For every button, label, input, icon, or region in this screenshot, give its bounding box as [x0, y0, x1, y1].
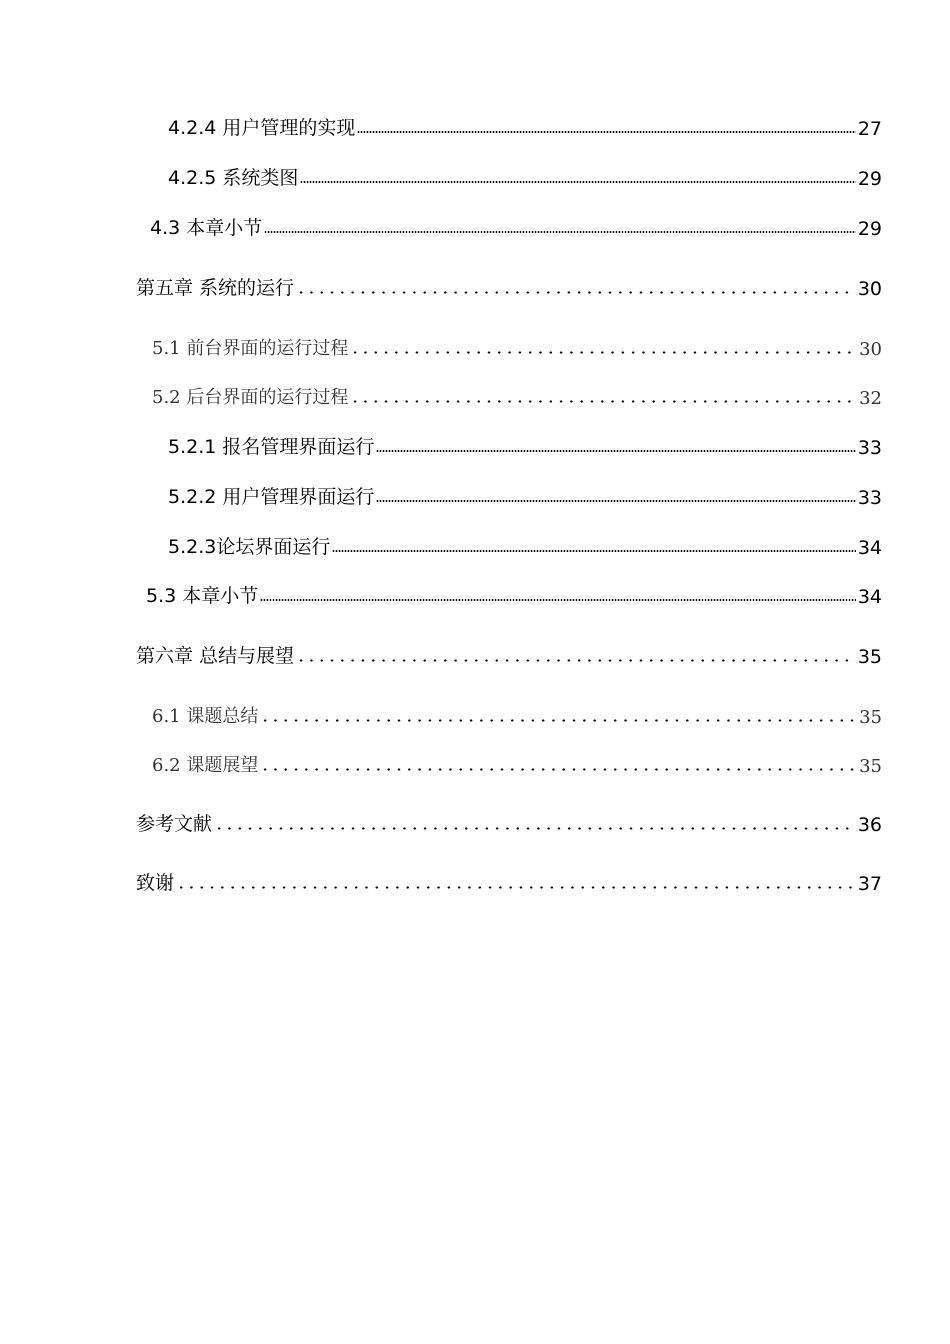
dot-leader [296, 291, 856, 294]
toc-entry[interactable] [152, 330, 882, 360]
toc-entry[interactable] [168, 479, 882, 509]
toc-entry[interactable] [168, 429, 882, 459]
dot-leader [376, 500, 855, 502]
toc-entry-page: 30 [859, 339, 882, 360]
toc-entry[interactable] [152, 379, 882, 409]
toc-entry-label: 5.1 前台界面的运行过程 [152, 338, 349, 359]
toc-entry-page: 33 [857, 437, 882, 459]
toc-entry[interactable] [168, 529, 882, 559]
toc-entry[interactable] [152, 698, 882, 728]
dot-leader [264, 231, 856, 233]
toc-entry-label: 4.2.4 用户管理的实现 [168, 117, 356, 139]
toc-entry[interactable] [150, 210, 882, 240]
toc-entry-page: 35 [859, 756, 882, 777]
toc-entry-page: 35 [857, 646, 882, 668]
dot-leader [176, 886, 856, 889]
toc-entry[interactable] [168, 160, 882, 190]
toc-entry-page: 29 [857, 168, 882, 190]
toc-entry-page: 29 [857, 218, 882, 240]
toc-entry-label: 4.2.5 系统类图 [168, 167, 299, 189]
toc-entry-label: 第五章 系统的运行 [136, 277, 295, 299]
toc-entry-page: 33 [857, 487, 882, 509]
toc-entry-label: 致谢 [136, 872, 175, 894]
toc-entry[interactable] [136, 865, 882, 895]
toc-entry-label: 5.2 后台界面的运行过程 [152, 387, 349, 408]
toc-entry-label: 参考文献 [136, 813, 213, 835]
dot-leader [376, 450, 855, 452]
dot-leader [300, 181, 855, 183]
toc-entry[interactable] [146, 578, 882, 608]
toc-entry-label: 6.1 课题总结 [152, 706, 259, 727]
toc-entry-page: 32 [859, 388, 882, 409]
toc-entry[interactable] [168, 110, 882, 140]
toc-entry[interactable] [136, 638, 882, 668]
dot-leader [260, 768, 857, 771]
dot-leader [260, 599, 856, 601]
dot-leader [350, 400, 857, 403]
dot-leader [332, 550, 855, 552]
toc-entry-page: 35 [859, 707, 882, 728]
toc-entry-label: 第六章 总结与展望 [136, 645, 295, 667]
dot-leader [296, 659, 856, 662]
dot-leader [260, 719, 857, 722]
toc-entry-page: 30 [857, 278, 882, 300]
toc-entry-page: 37 [857, 873, 882, 895]
toc-entry-page: 27 [857, 118, 882, 140]
dot-leader [357, 131, 855, 133]
toc-entry-label: 6.2 课题展望 [152, 755, 259, 776]
dot-leader [214, 827, 856, 830]
toc-entry-label: 5.2.1 报名管理界面运行 [168, 436, 375, 458]
toc-entry[interactable] [136, 806, 882, 836]
toc-entry-page: 34 [857, 537, 882, 559]
toc-entry-label: 4.3 本章小节 [150, 217, 263, 239]
toc-entry[interactable] [136, 270, 882, 300]
toc-entry-label: 5.3 本章小节 [146, 585, 259, 607]
toc-entry-label: 5.2.2 用户管理界面运行 [168, 486, 375, 508]
toc-entry-page: 34 [857, 586, 882, 608]
toc-entry[interactable] [152, 747, 882, 777]
dot-leader [350, 351, 857, 354]
toc-entry-label: 5.2.3论坛界面运行 [168, 536, 331, 558]
toc-entry-page: 36 [857, 814, 882, 836]
